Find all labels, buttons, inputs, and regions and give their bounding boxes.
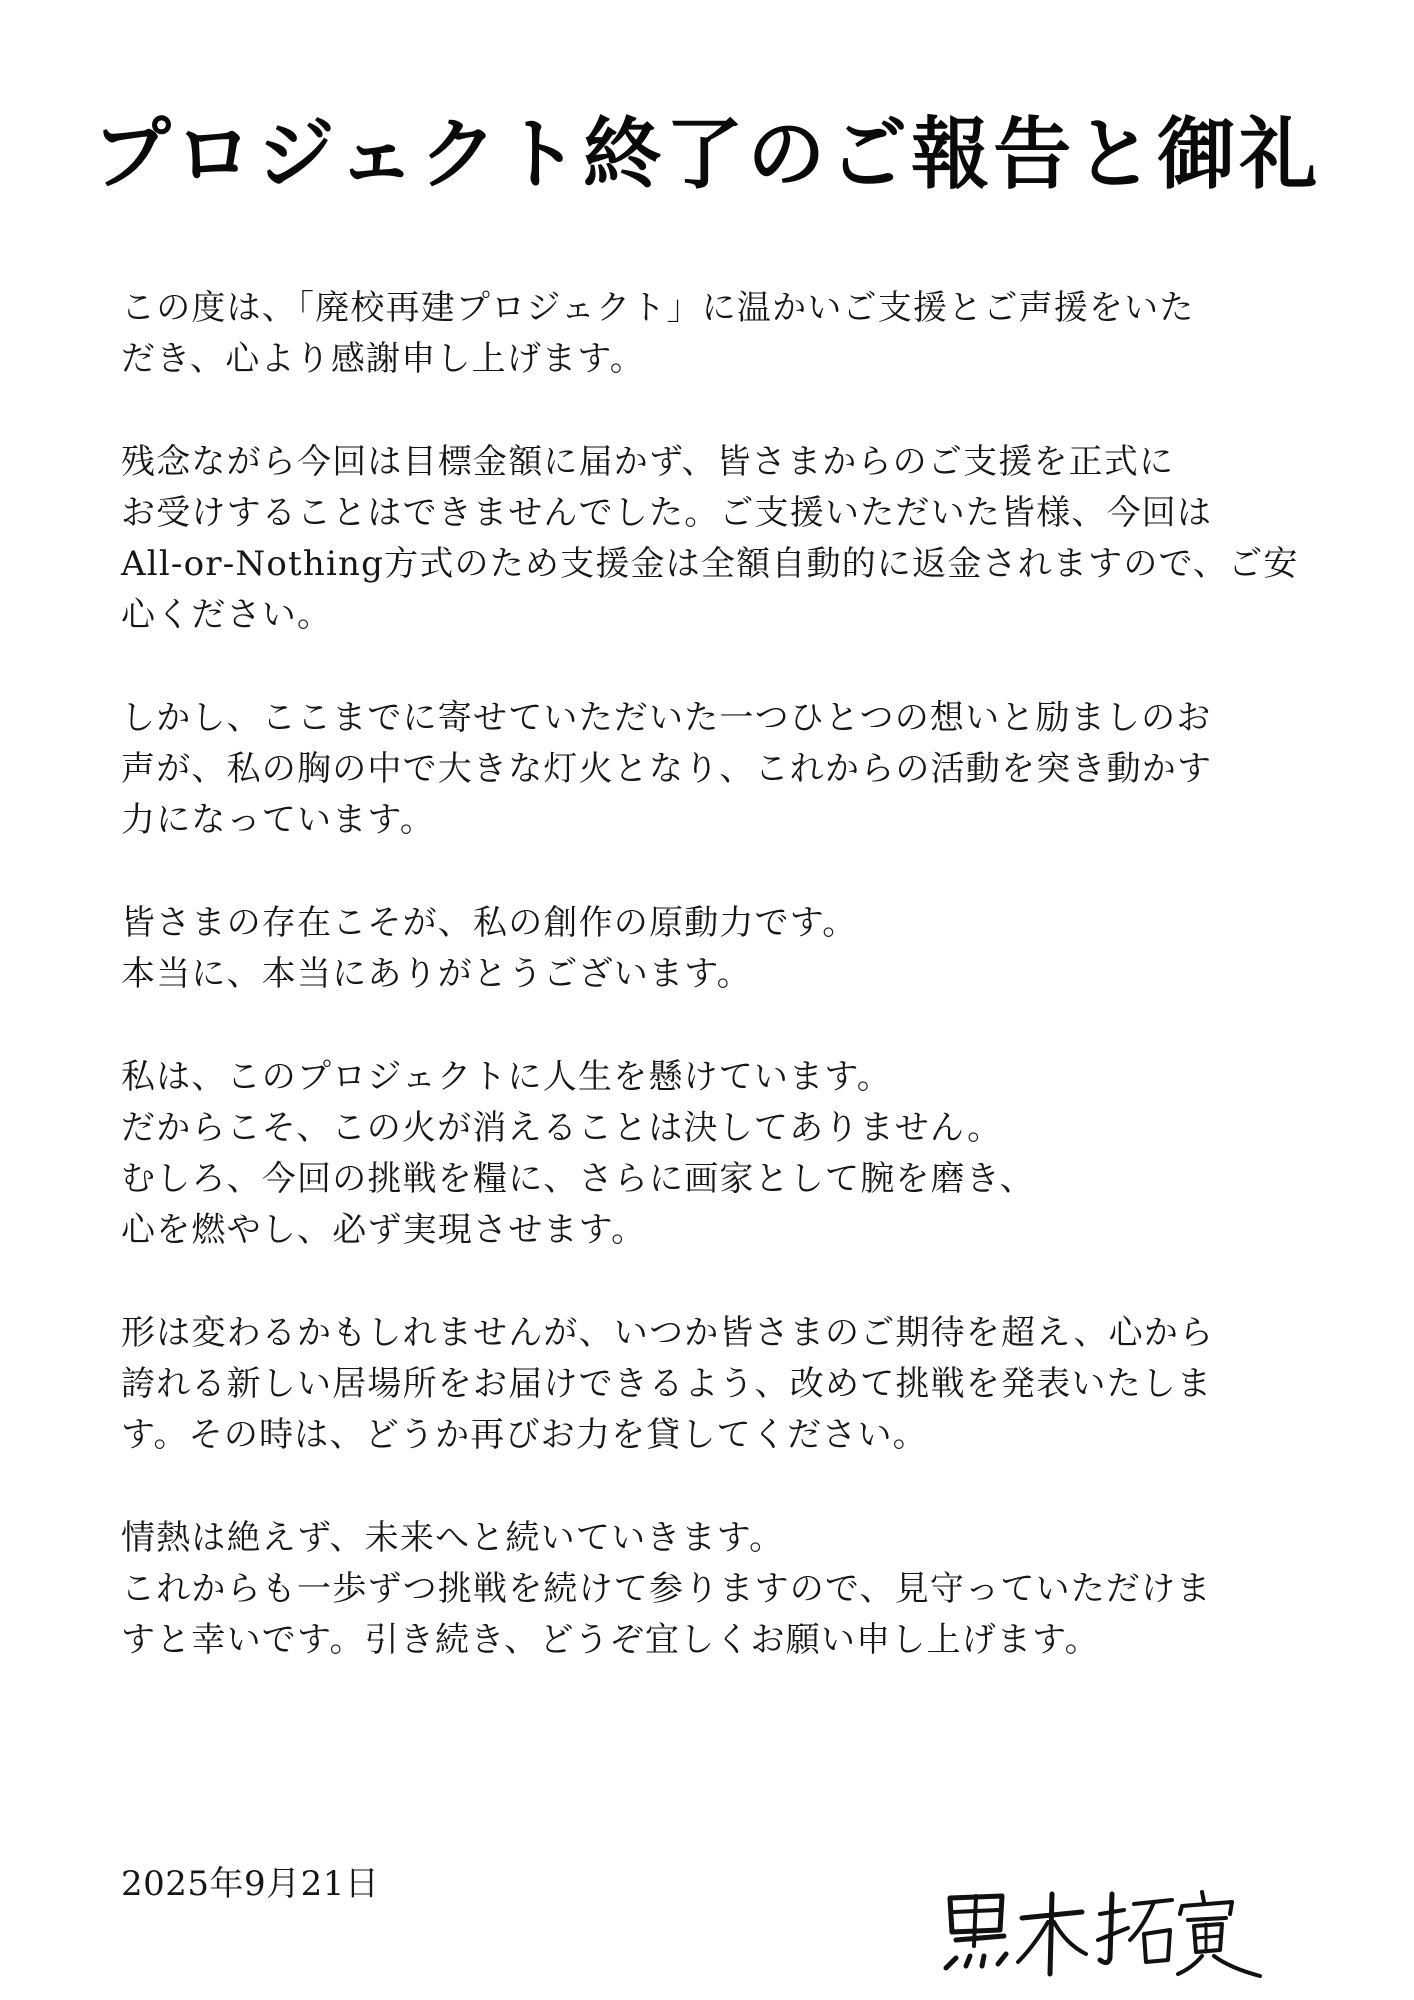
- text-line: すと幸いです。引き続き、どうぞ宜しくお願い申し上げます。: [121, 1620, 1100, 1660]
- paragraph-commitment: [121, 1052, 1301, 1256]
- page-title: プロジェクト終了のご報告と御礼: [92, 110, 1322, 200]
- text-line: 残念ながら今回は目標金額に届かず、皆さまからのご支援を正式に: [121, 442, 1175, 482]
- paragraph-refund-notice: [121, 437, 1301, 641]
- handwritten-signature: [940, 1888, 1270, 1983]
- text-line: むしろ、今回の挑戦を糧に、さらに画家として腕を磨き、: [121, 1159, 1035, 1199]
- text-line: 情熱は絶えず、未来へと続いていきます。: [121, 1518, 785, 1558]
- text-line: 心を燃やし、必ず実現させます。: [121, 1210, 647, 1250]
- text-line: 私は、このプロジェクトに人生を懸けています。: [121, 1057, 892, 1097]
- letter-date: 2025年9月21日: [121, 1864, 380, 1904]
- text-line: お受けすることはできませんでした。ご支援いただいた皆様、今回は: [121, 493, 1213, 533]
- text-line: 声が、私の胸の中で大きな灯火となり、これからの活動を突き動かす: [121, 749, 1213, 789]
- paragraph-encouragement: [121, 693, 1301, 846]
- text-line: 力になっています。: [121, 800, 436, 840]
- text-line: しかし、ここまでに寄せていただいた一つひとつの想いと励ましのお: [121, 698, 1212, 738]
- paragraph-closing: [121, 1513, 1301, 1666]
- text-line: だき、心より感謝申し上げます。: [121, 339, 645, 379]
- text-line: 本当に、本当にありがとうございます。: [121, 954, 752, 994]
- text-line: All-or-Nothing方式のため支援金は全額自動的に返金されますので、ご安: [121, 544, 1299, 584]
- text-line: だからこそ、この火が消えることは決してありません。: [121, 1108, 1003, 1148]
- paragraph-future-challenge: [121, 1308, 1301, 1461]
- text-line: この度は、「廃校再建プロジェクト」に温かいご支援とご声援をいた: [121, 288, 1195, 328]
- text-line: す。その時は、どうか再びお力を貸してください。: [121, 1415, 928, 1455]
- text-line: 皆さまの存在こそが、私の創作の原動力です。: [121, 903, 858, 943]
- text-line: 心ください。: [121, 595, 333, 635]
- paragraph-thanks: [121, 898, 1301, 1000]
- text-line: 誇れる新しい居場所をお届けできるよう、改めて挑戦を発表いたしま: [121, 1364, 1213, 1404]
- text-line: これからも一歩ずつ挑戦を続けて参りますので、見守っていただけま: [121, 1569, 1212, 1609]
- letter-body: [121, 283, 1301, 1718]
- paragraph-gratitude: [121, 283, 1301, 385]
- text-line: 形は変わるかもしれませんが、いつか皆さまのご期待を超え、心から: [121, 1313, 1215, 1353]
